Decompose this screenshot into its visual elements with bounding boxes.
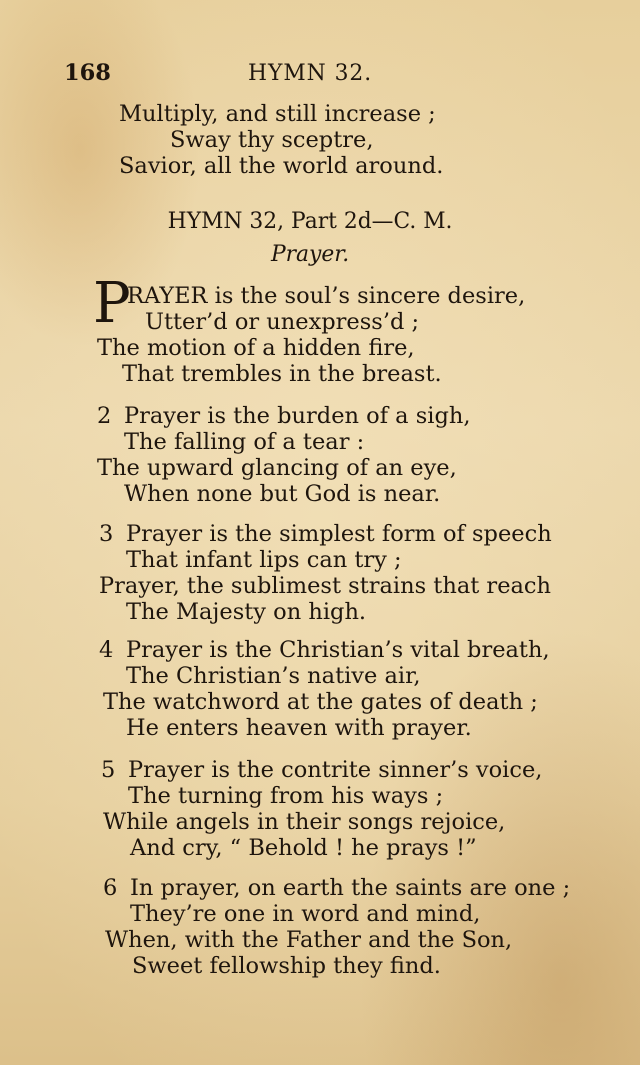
stanza-2-line-2: The falling of a tear : — [124, 429, 365, 455]
stanza-4-line-1: Prayer is the Christian’s vital breath, — [126, 637, 550, 663]
hymn-title: HYMN 32, Part 2d—C. M. — [167, 208, 453, 234]
stanza-4-line-3: The watchword at the gates of death ; — [103, 689, 538, 715]
stanza-6-line-2: They’re one in word and mind, — [130, 901, 481, 927]
stanza-1-line-2: Utter’d or unexpress’d ; — [145, 309, 420, 335]
stanza-3-number: 3 — [99, 521, 114, 547]
stanza-6-line-4: Sweet fellowship they find. — [132, 953, 441, 979]
stanza-4-number: 4 — [99, 637, 114, 663]
stanza-5-line-2: The turning from his ways ; — [128, 783, 444, 809]
stanza-5-line-4: And cry, “ Behold ! he prays !” — [130, 835, 477, 861]
stanza-2-number: 2 — [97, 403, 112, 429]
stanza-1-line-3: The motion of a hidden fire, — [97, 335, 415, 361]
stanza-3-line-4: The Majesty on high. — [126, 599, 367, 625]
continued-line-3: Savior, all the world around. — [119, 153, 444, 179]
stanza-3-line-2: That infant lips can try ; — [126, 547, 402, 573]
stanza-3-line-3: Prayer, the sublimest strains that reach — [99, 573, 552, 599]
stanza-2-line-3: The upward glancing of an eye, — [97, 455, 457, 481]
continued-line-1: Multiply, and still increase ; — [119, 101, 436, 127]
stanza-6-line-3: When, with the Father and the Son, — [105, 927, 513, 953]
stanza-3-line-1: Prayer is the simplest form of speech — [126, 521, 552, 547]
stanza-4-line-4: He enters heaven with prayer. — [126, 715, 472, 741]
stanza-2-line-1: Prayer is the burden of a sigh, — [124, 403, 471, 429]
stanza-4-line-2: The Christian’s native air, — [126, 663, 421, 689]
page-number: 168 — [64, 60, 111, 86]
stanza-5-line-1: Prayer is the contrite sinner’s voice, — [128, 757, 543, 783]
stanza-1-line-1: RAYER is the soul’s sincere desire, — [127, 283, 526, 309]
continued-line-2: Sway thy sceptre, — [170, 127, 374, 153]
stanza-6-line-1: In prayer, on earth the saints are one ; — [130, 875, 571, 901]
stanza-5-number: 5 — [101, 757, 116, 783]
stanza-6-number: 6 — [103, 875, 118, 901]
running-title: HYMN 32. — [247, 60, 373, 86]
stanza-1-line-4: That trembles in the breast. — [122, 361, 442, 387]
drop-cap: P — [93, 271, 131, 336]
hymn-subtitle: Prayer. — [270, 241, 350, 267]
stanza-5-line-3: While angels in their songs rejoice, — [103, 809, 506, 835]
stanza-2-line-4: When none but God is near. — [124, 481, 441, 507]
